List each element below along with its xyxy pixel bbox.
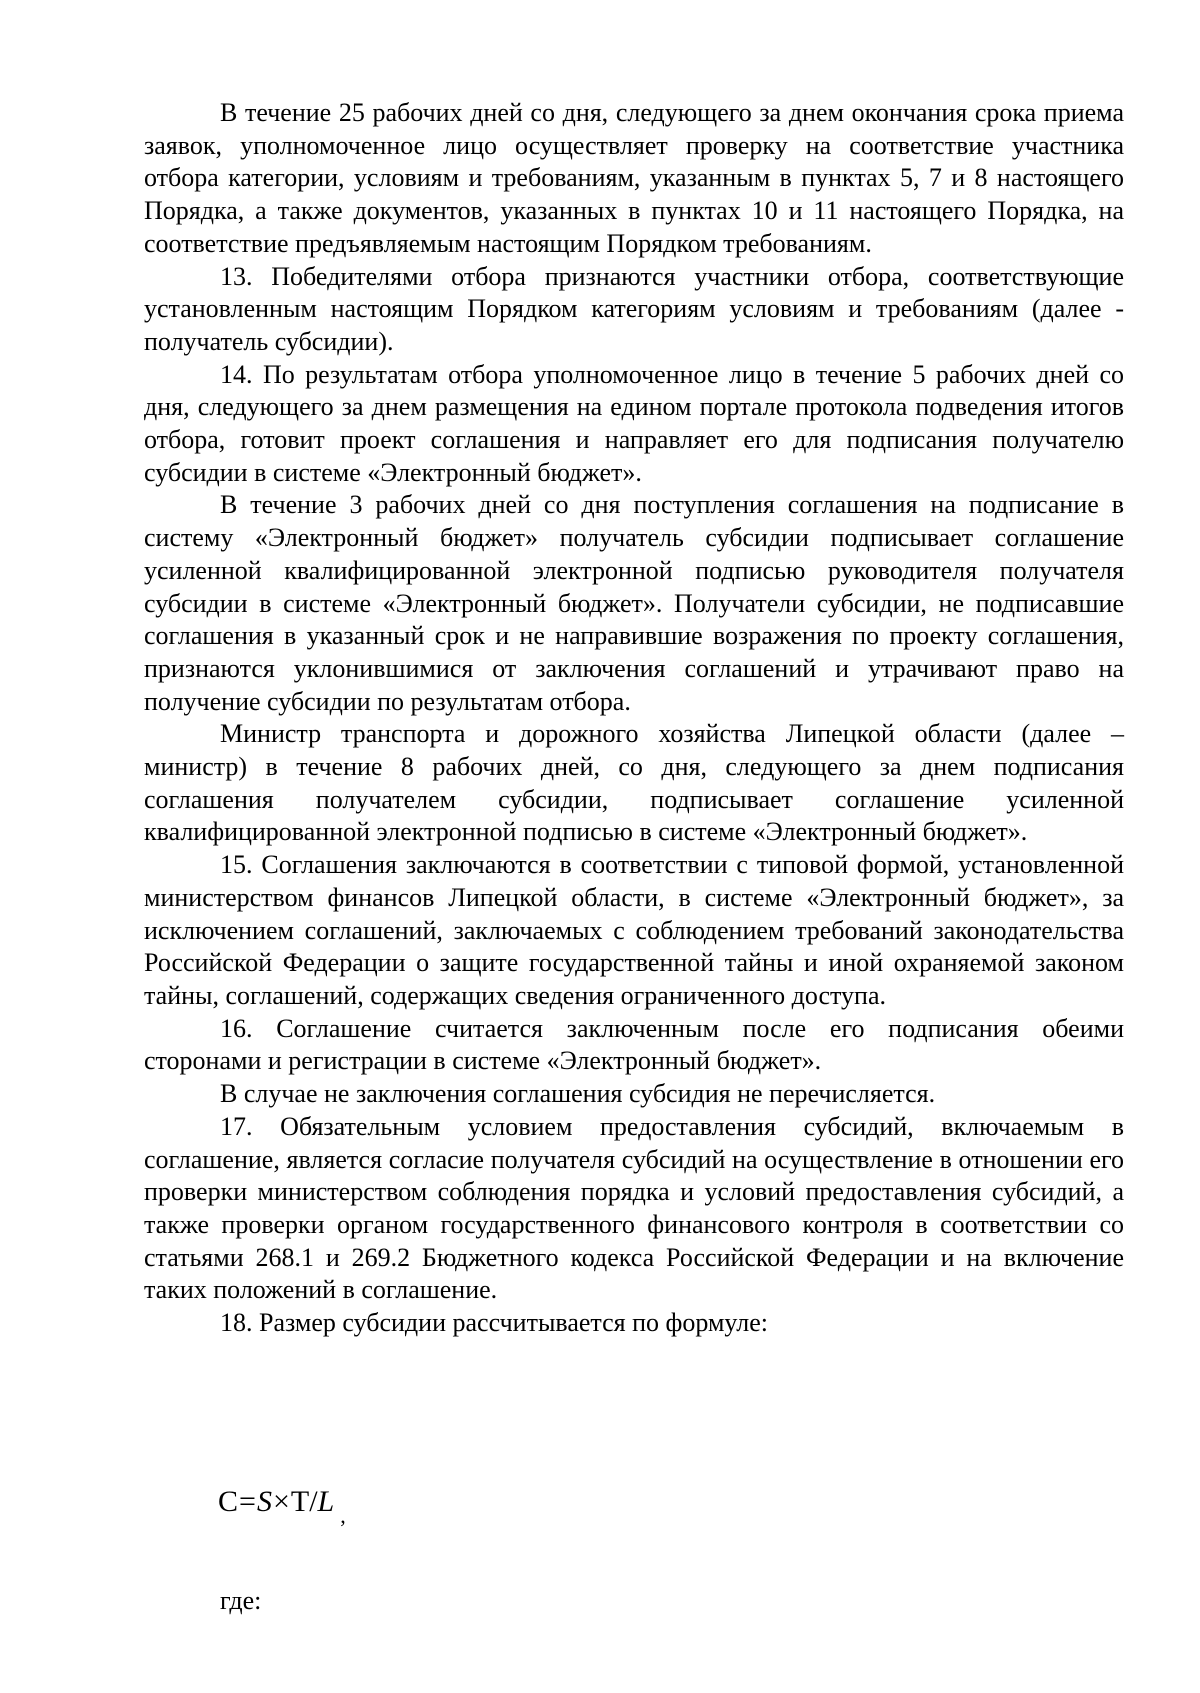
paragraph-not-concluded: В случае не заключения соглашения субсидия не перечисляется. (220, 1079, 936, 1109)
formula-times: × (272, 1485, 290, 1518)
paragraph-15-agreements: 15. Соглашения заключаются в соответствии с типовой формой, установленной министерством финансов Липецкой области, в системе «Электронный бюджет», за исключением соглашений, заключаемых с соблюдением требований законодательства Российской Федерации о защите государственной тайны и иной охраняемой законом тайны, соглашений, содержащих сведения ограниченного доступа. (144, 850, 1124, 1010)
where-label: где: (220, 1586, 262, 1615)
formula-l: L (317, 1485, 335, 1518)
document-body (144, 97, 1124, 1340)
paragraph-signing-recipient: В течение 3 рабочих дней со дня поступления соглашения на подписание в систему «Электронный бюджет» получатель субсидии подписывает соглашение усиленной квалифицированной электронной подписью руководителя получателя субсидии в системе «Электронный бюджет». Получатели субсидии, не подписавшие соглашения в указанный срок и не направившие возражения по проекту соглашения, признаются уклонившимися от заключения соглашений и утрачивают право на получение субсидии по результатам отбора. (144, 490, 1124, 716)
paragraph-minister-signing: Министр транспорта и дорожного хозяйства Липецкой области (далее – министр) в течение 8 рабочих дней, со дня, следующего за днем подписания соглашения получателем субсидии, подписывает соглашение усиленной квалифицированной электронной подписью в системе «Электронный бюджет». (144, 719, 1124, 847)
formula-lhs: C (218, 1485, 239, 1518)
paragraph-review-period: В течение 25 рабочих дней со дня, следующего за днем окончания срока приема заявок, уполномоченное лицо осуществляет проверку на соответствие участника отбора категории, условиям и требованиям, указанным в пунктах 5, 7 и 8 настоящего Порядка, а также документов, указанных в пунктах 10 и 11 настоящего Порядка, на соответствие предъявляемым настоящим Порядком требованиям. (144, 98, 1124, 258)
paragraph-17-condition: 17. Обязательным условием предоставления субсидий, включаемым в соглашение, является согласие получателя субсидий на осуществление в отношении его проверки министерством соблюдения порядка и условий предоставления субсидий, а также проверки органом государственного финансового контроля в соответствии со статьями 268.1 и 269.2 Бюджетного кодекса Российской Федерации и на включение таких положений в соглашение. (144, 1111, 1124, 1305)
formula-t: T (290, 1485, 310, 1518)
formula-equals: = (239, 1485, 256, 1518)
paragraph-13-winners: 13. Победителями отбора признаются участники отбора, соответствующие установленным настоящим Порядком категориям условиям и требованиям (далее - получатель субсидии). (144, 261, 1124, 356)
paragraph-18-formula-intro: 18. Размер субсидии рассчитывается по формуле: (220, 1308, 769, 1338)
paragraph-14-results: 14. По результатам отбора уполномоченное лицо в течение 5 рабочих дней со дня, следующего за днем размещения на едином портале протокола подведения итогов отбора, готовит проект соглашения и направляет его для подписания получателю субсидии в системе «Электронный бюджет». (144, 359, 1124, 487)
subsidy-formula (218, 1482, 346, 1528)
formula-s: S (256, 1485, 272, 1518)
formula-comma: , (340, 1503, 346, 1528)
paragraph-16-concluded: 16. Соглашение считается заключенным после его подписания обеими сторонами и регистрации в системе «Электронный бюджет». (144, 1013, 1124, 1076)
formula-slash: / (309, 1485, 318, 1518)
